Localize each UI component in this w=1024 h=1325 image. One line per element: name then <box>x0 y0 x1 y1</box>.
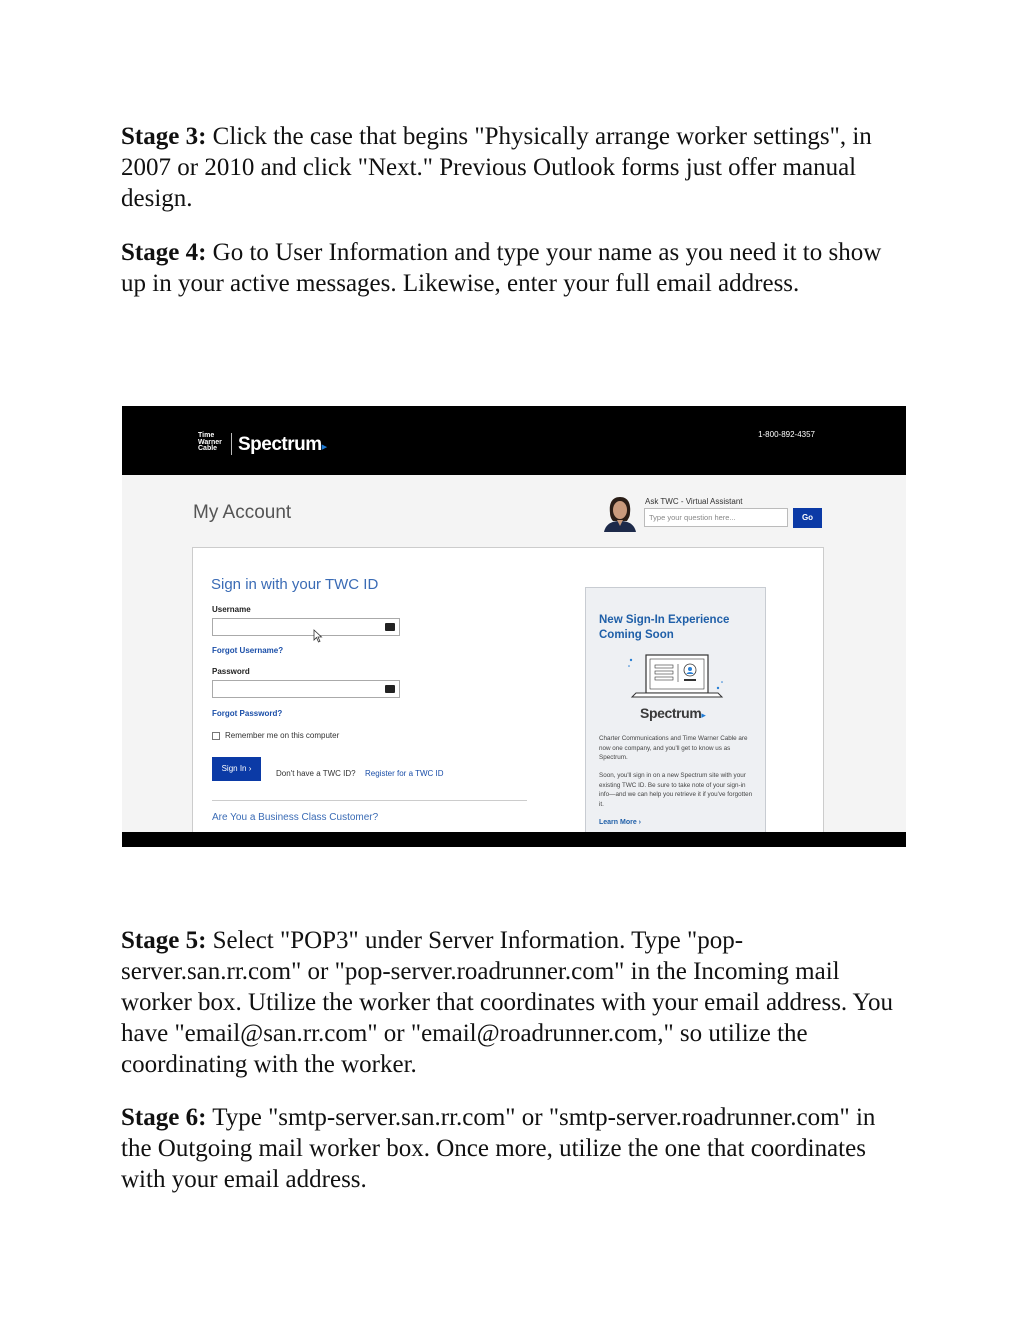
header-bar <box>122 406 906 475</box>
promo-paragraph-1: Charter Communications and Time Warner Cable are now one company, and you'll get to know us as Spectrum. <box>599 735 748 761</box>
promo-spectrum-logo <box>640 705 706 721</box>
forgot-username-link[interactable]: Forgot Username? <box>212 646 284 655</box>
username-field[interactable] <box>212 618 400 636</box>
username-label: Username <box>212 605 251 614</box>
signin-button[interactable]: Sign In › <box>212 757 261 781</box>
assistant-label: Ask TWC - Virtual Assistant <box>645 497 743 506</box>
register-link[interactable]: Register for a TWC ID <box>365 769 444 778</box>
stage-5-paragraph <box>121 925 911 1080</box>
remember-checkbox[interactable] <box>212 732 220 740</box>
learn-more-link[interactable]: Learn More › <box>599 819 642 826</box>
keyboard-icon <box>385 685 395 693</box>
signin-title: Sign in with your TWC ID <box>211 576 379 593</box>
promo-paragraph-2: Soon, you'll sign in on a new Spectrum site with your existing TWC ID. Be sure to take note of your sign-in info—and we can help you retrieve it if you've forgotten it. <box>599 772 753 808</box>
promo-panel <box>585 587 766 834</box>
go-button[interactable]: Go <box>793 508 822 528</box>
stage-4-text: Go to User Information and type your name as you need it to show up in your active messages. Likewise, enter your full email address. <box>121 239 882 297</box>
assistant-avatar <box>600 494 640 532</box>
twc-logo-line: Cable <box>198 445 218 452</box>
remember-label: Remember me on this computer <box>225 731 340 740</box>
stage-5-text: Select "POP3" under Server Information. Type "pop-server.san.rr.com" or "pop-server.roadrunner.com" in the Incoming mail worker box. Utilize the worker that coordinates with your email address. You have "email@san.rr.com" or "email@roadrunner.com," so utilize the coordinating with the worker. <box>121 927 894 1078</box>
twc-logo-line: Time <box>198 432 215 439</box>
stage-6-paragraph <box>121 1102 911 1195</box>
stage-6-text: Type "smtp-server.san.rr.com" or "smtp-server.roadrunner.com" in the Outgoing mail worker box. Once more, utilize the one that coordinates with your email address. <box>121 1104 876 1193</box>
no-twc-id-text: Don't have a TWC ID? <box>276 769 356 778</box>
business-class-link[interactable]: Are You a Business Class Customer? <box>212 812 379 823</box>
mouse-cursor-icon <box>313 629 323 648</box>
promo-arrow-icon: ▸ <box>701 710 706 720</box>
logo-divider <box>231 433 232 455</box>
stage-4-label: Stage 4: <box>121 239 207 266</box>
password-label: Password <box>212 667 250 676</box>
promo-title: New Sign-In Experience Coming Soon <box>599 614 730 641</box>
keyboard-icon <box>385 623 395 631</box>
twc-logo <box>198 433 222 453</box>
divider <box>212 800 527 801</box>
embedded-screenshot <box>122 406 906 847</box>
twc-logo-line: Warner <box>198 438 222 446</box>
forgot-password-link[interactable]: Forgot Password? <box>212 709 283 718</box>
stage-5-label: Stage 5: <box>121 927 207 954</box>
page-title: My Account <box>193 502 292 523</box>
spectrum-logo-text: Spectrum <box>238 434 322 455</box>
spectrum-logo <box>238 434 327 456</box>
promo-logo-text: Spectrum <box>640 705 702 721</box>
assistant-question-input[interactable]: Type your question here... <box>644 508 788 527</box>
stage-3-text: Click the case that begins "Physically arrange worker settings", in 2007 or 2010 and click "Next." Previous Outlook forms just offer manual design. <box>121 123 872 212</box>
password-field[interactable] <box>212 680 400 698</box>
bottom-bar <box>122 832 906 847</box>
spectrum-arrow-icon: ▸ <box>321 441 327 453</box>
stage-6-label: Stage 6: <box>121 1104 207 1131</box>
phone-number: 1-800-892-4357 <box>758 430 815 439</box>
laptop-icon <box>626 652 726 707</box>
stage-4-paragraph <box>121 237 911 299</box>
stage-3-paragraph <box>121 121 911 214</box>
stage-3-label: Stage 3: <box>121 123 207 150</box>
